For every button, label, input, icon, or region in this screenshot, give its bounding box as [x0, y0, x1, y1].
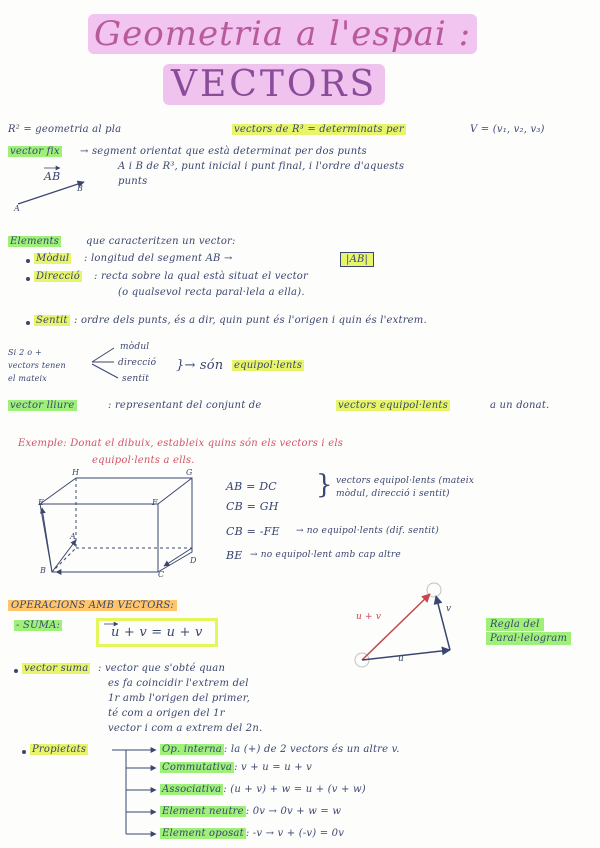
vector-suma-line2: es fa coincidir l'extrem del — [108, 678, 249, 689]
parallelogram-diagram — [355, 583, 450, 667]
equation-1: AB = DC — [226, 480, 277, 493]
vector-definition: V = (v₁, v₂, v₃) — [470, 124, 545, 135]
cube-drawing — [40, 478, 192, 572]
vertex-c: C — [158, 570, 165, 579]
regla-label-2: Paral·lelogram — [486, 632, 571, 645]
suma-label: - SUMA: — [16, 620, 61, 631]
suma-formula-box: u + v = u + v — [96, 618, 218, 647]
son-text: }→ són — [176, 358, 224, 373]
modul-box: |AB| — [340, 252, 374, 267]
properties-bracket — [112, 750, 156, 834]
prop-1: Op. interna : la (+) de 2 vectors és un altre v. — [162, 744, 400, 755]
example-line2: equipol·lents a ells. — [92, 455, 195, 466]
ab-vector-line — [18, 182, 84, 204]
operations-heading: OPERACIONS AMB VECTORS: — [8, 600, 177, 611]
point-a-label: A — [14, 204, 20, 213]
branch-modul: mòdul — [120, 342, 150, 352]
modul-text: : longitud del segment AB → — [84, 253, 233, 264]
vector-suma-line4: té com a origen del 1r — [108, 708, 225, 719]
regla-label-1: Regla del — [486, 618, 544, 631]
direccio-line2: (o qualsevol recta paral·lela a ella). — [118, 287, 305, 298]
modul-label: Mòdul — [36, 253, 70, 264]
vertex-g: G — [186, 468, 193, 477]
example-line1: Exemple: Donat el dibuix, estableix quins són els vectors i els — [18, 438, 344, 449]
vector-fix-line3: punts — [118, 176, 148, 187]
vector-fix-label: vector fix — [10, 146, 60, 157]
vector-suma-line5: vector i com a extrem del 2n. — [108, 723, 263, 734]
equation-2: CB = GH — [226, 500, 279, 513]
vector-suma-line1: : vector que s'obté quan — [98, 663, 226, 674]
vertex-h: H — [72, 468, 80, 477]
brace: } — [316, 470, 333, 500]
vertex-a: A — [70, 532, 76, 541]
prop-5: Element oposat : -v → v + (-v) = 0v — [162, 828, 345, 839]
prop-4: Element neutre : 0v → 0v + w = w — [162, 806, 342, 817]
diagram-label-u: u — [398, 654, 404, 664]
branch-lines — [92, 348, 118, 378]
equation-note-1: vectors equipol·lents (mateix — [336, 476, 475, 486]
equation-note-2: mòdul, direcció i sentit) — [336, 489, 450, 499]
lliure-highlight: vectors equipol·lents — [338, 400, 448, 411]
left-note-3: el mateix — [8, 374, 48, 383]
point-b-label: B — [77, 184, 84, 193]
vertex-e: E — [38, 498, 45, 507]
page-subtitle: VECTORS — [163, 64, 385, 105]
r2-text: R² = geometria al pla — [8, 124, 122, 135]
equation-4: BE — [226, 549, 243, 562]
page-title: Geometria a l'espai : — [88, 14, 477, 54]
ab-vector-label: AB — [44, 170, 61, 183]
branch-sentit: sentit — [122, 374, 150, 384]
prop-2: Commutativa : v + u = u + v — [162, 762, 313, 773]
vertex-d: D — [190, 556, 197, 565]
direccio-line1: : recta sobre la qual està situat el vector — [94, 271, 308, 282]
lliure-end: a un donat. — [490, 400, 550, 411]
vector-lliure-label: vector lliure — [10, 400, 75, 411]
elements-heading: Elements — [10, 236, 60, 247]
vertex-b: B — [40, 566, 47, 575]
equation-3: CB = -FE — [226, 525, 280, 538]
branch-direccio: direcció — [118, 358, 157, 368]
vector-suma-label: vector suma — [24, 663, 89, 674]
vector-fix-line2: A i B de R³, punt inicial i punt final, i l'ordre d'aquests — [118, 161, 405, 172]
left-note-2: vectors tenen — [8, 361, 66, 370]
diagram-label-v: v — [446, 604, 452, 614]
direccio-label: Direcció — [36, 271, 80, 282]
prop-3: Associativa : (u + v) + w = u + (v + w) — [162, 784, 366, 795]
sentit-label: Sentit — [36, 315, 68, 326]
left-note-1: Si 2 o + — [8, 348, 42, 357]
equation-4-note: → no equipol·lent amb cap altre — [250, 550, 401, 560]
diagram-label-sum: u + v — [356, 612, 382, 622]
vector-suma-line3: 1r amb l'origen del primer, — [108, 693, 250, 704]
vectors-de-text: vectors de R³ = determinats per — [234, 124, 404, 135]
sentit-text: : ordre dels punts, és a dir, quin punt és l'origen i quin és l'extrem. — [74, 315, 427, 326]
equipollents-text: equipol·lents — [234, 360, 303, 371]
vertex-f: F — [152, 498, 158, 507]
propietats-label: Propietats — [32, 744, 87, 755]
elements-heading-rest: que caracteritzen un vector: — [86, 236, 236, 247]
equation-3-note: → no equipol·lents (dif. sentit) — [296, 526, 439, 536]
vector-fix-line1: → segment orientat que està determinat per dos punts — [80, 146, 367, 157]
lliure-text: : representant del conjunt de — [108, 400, 262, 411]
